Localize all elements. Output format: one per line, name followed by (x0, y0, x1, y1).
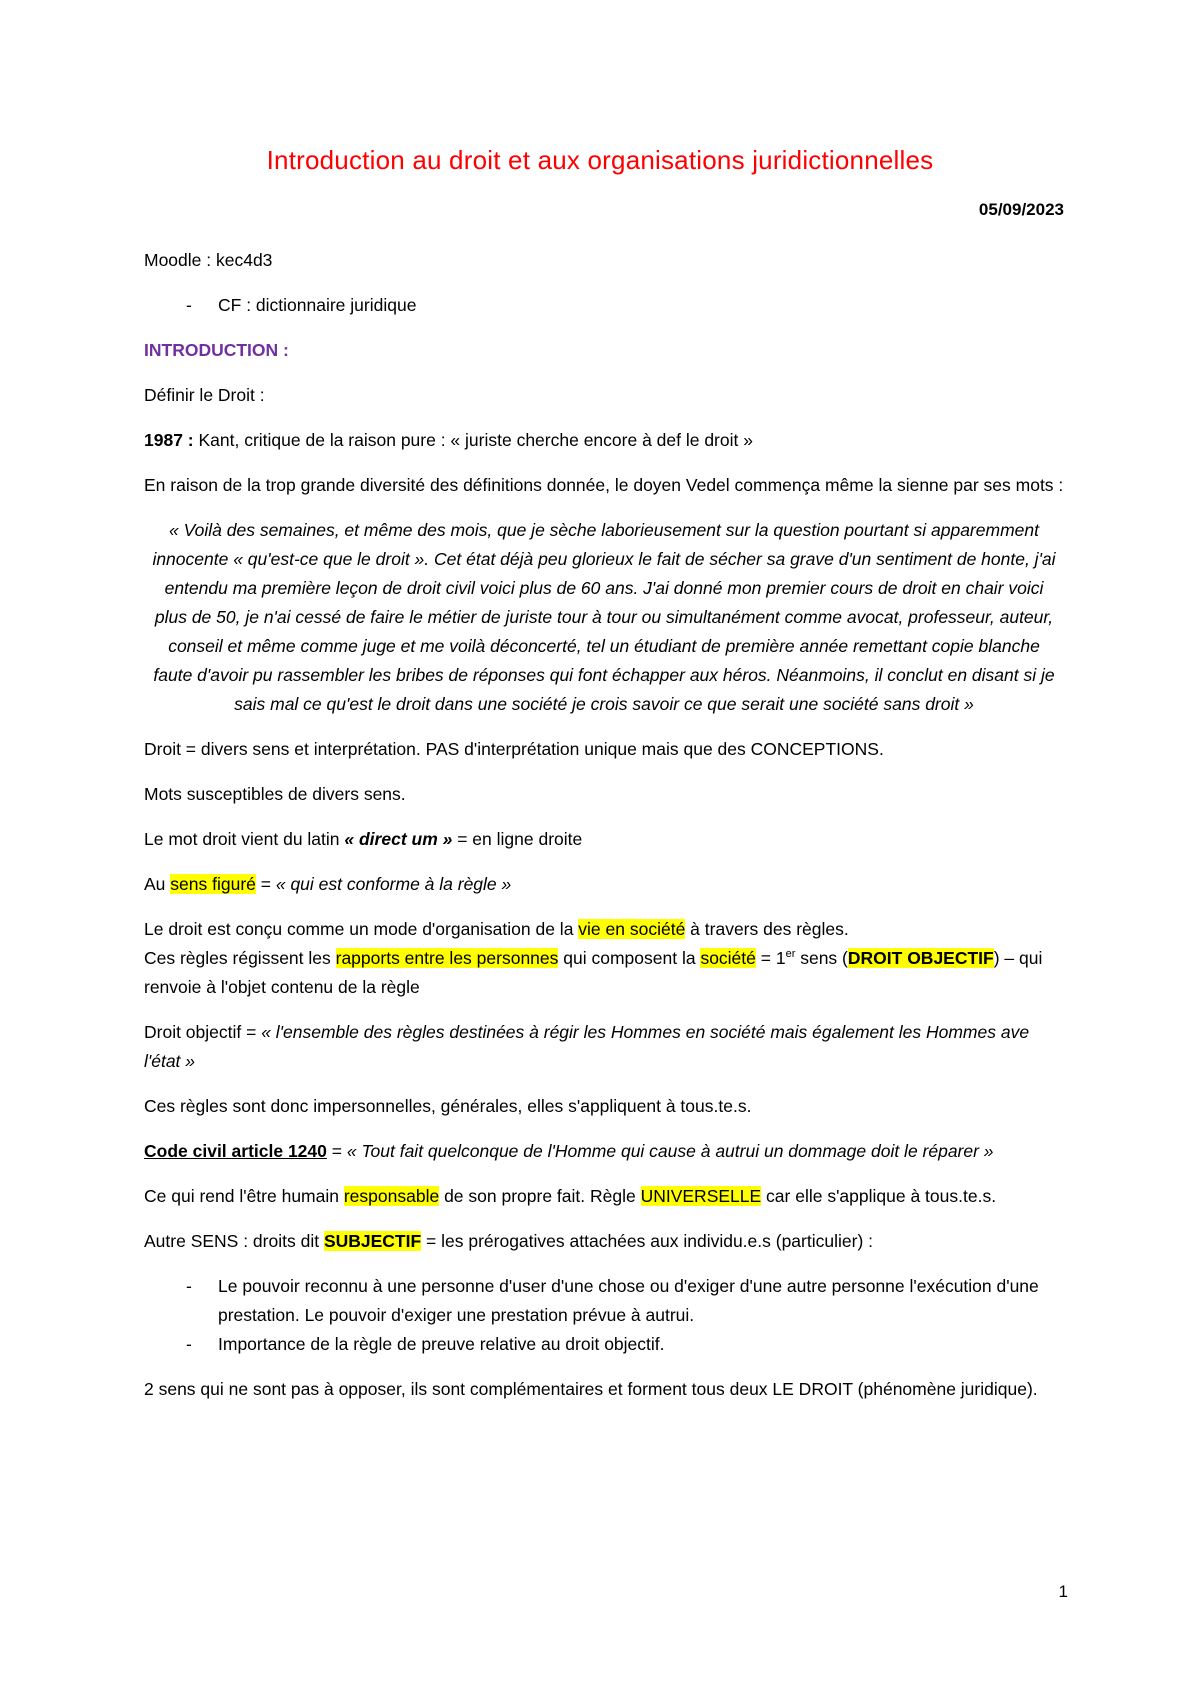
cf-item (144, 291, 1064, 320)
kant-line (144, 426, 1064, 455)
figure-text-b: = (255, 874, 276, 894)
bullet-pouvoir-text: Le pouvoir reconnu à une personne d'user d'une chose ou d'exiger d'une autre personne l'exécution d'une prestation. Le pouvoir d'exiger une prestation prévue à autrui. (218, 1276, 1039, 1325)
regles-text-e: ) – qui renvoie à l'objet contenu de la règle (144, 948, 1043, 997)
definir-line: Définir le Droit : (144, 385, 265, 405)
bullet-preuve (144, 1330, 1064, 1359)
latin-text-a: Le mot droit vient du latin (144, 829, 345, 849)
resp-text-c: car elle s'applique à tous.te.s. (761, 1186, 997, 1206)
objectif-text-a: Droit objectif = (144, 1022, 262, 1042)
moodle-line: Moodle : kec4d3 (144, 250, 273, 270)
autre-text-b: = les prérogatives attachées aux individu.e.s (particulier) : (421, 1231, 873, 1251)
resp-text-a: Ce qui rend l'être humain (144, 1186, 344, 1206)
objectif-definition (144, 1018, 1064, 1076)
regles-text-d: sens ( (795, 948, 848, 968)
resp-text-b: de son propre fait. Règle (439, 1186, 641, 1206)
regles-highlight-droit-objectif: DROIT OBJECTIF (847, 948, 994, 968)
impersonnelles-line: Ces règles sont donc impersonnelles, générales, elles s'appliquent à tous.te.s. (144, 1096, 752, 1116)
concu-text-a: Le droit est conçu comme un mode d'organisation de la (144, 919, 579, 939)
kant-text: Kant, critique de la raison pure : « juriste cherche encore à def le droit » (193, 430, 753, 450)
autre-highlight-subjectif: SUBJECTIF (323, 1231, 422, 1251)
vedel-quote: « Voilà des semaines, et même des mois, que je sèche laborieusement sur la question pourtant si apparemment innocente « qu'est-ce que le droit ». Cet état déjà peu glorieux le fait de sécher sa grave d'un sentiment de honte, j'ai entendu ma première leçon de droit civil voici plus de 60 ans. J'ai donné mon premier cours de droit en chair voici plus de 50, je n'ai cessé de faire le métier de juriste tour à tour ou simultanément comme avocat, professeur, auteur, conseil et même comme juge et me voilà déconcerté, tel un étudiant de première année remettant copie blanche faute d'avoir pu rassembler les bribes de réponses qui font échapper aux héros. Néanmoins, il conclut en disant si je sais mal ce qu'est le droit dans une société je crois savoir ce que serait une société sans droit » (152, 520, 1056, 714)
document-date: 05/09/2023 (978, 200, 1064, 219)
regles-text-a: Ces règles régissent les (144, 948, 336, 968)
latin-line (144, 825, 1064, 854)
autre-text-a: Autre SENS : droits dit (144, 1231, 324, 1251)
mots-line: Mots susceptibles de divers sens. (144, 784, 406, 804)
responsable-line (144, 1182, 1064, 1211)
code-text-b: = (326, 1141, 347, 1161)
figure-text-a: Au (144, 874, 171, 894)
vedel-paragraph: En raison de la trop grande diversité des définitions donnée, le doyen Vedel commença même la sienne par ses mots : (144, 475, 1064, 495)
concu-highlight: vie en société (578, 919, 686, 939)
document-title: Introduction au droit et aux organisations juridictionnelles (266, 145, 934, 175)
regles-paragraph (144, 944, 1064, 1002)
droit-sens-line: Droit = divers sens et interprétation. PAS d'interprétation unique mais que des CONCEPTIONS. (144, 739, 884, 759)
sens-figure-line (144, 870, 1064, 899)
code-civil-line (144, 1137, 1064, 1166)
regles-text-c: = 1 (755, 948, 786, 968)
regles-highlight-societe: société (700, 948, 756, 968)
figure-highlight: sens figuré (170, 874, 256, 894)
kant-year: 1987 : (144, 430, 194, 450)
cf-text: CF : dictionnaire juridique (218, 295, 417, 315)
resp-highlight-universelle: UNIVERSELLE (640, 1186, 762, 1206)
figure-quote: « qui est conforme à la règle » (275, 874, 512, 894)
intro-heading: INTRODUCTION : (144, 340, 289, 360)
objectif-quote: « l'ensemble des règles destinées à régir les Hommes en société mais également les Hommes ave l'état » (144, 1022, 1030, 1071)
regles-highlight-rapports: rapports entre les personnes (335, 948, 559, 968)
conclusion-line: 2 sens qui ne sont pas à opposer, ils sont complémentaires et forment tous deux LE DROIT (phénomène juridique). (144, 1379, 1038, 1399)
regles-text-b: qui composent la (558, 948, 701, 968)
page-number: 1 (1058, 1582, 1068, 1601)
document-body (144, 246, 1064, 1420)
regles-superscript: er (785, 948, 796, 961)
code-quote: « Tout fait quelconque de l'Homme qui cause à autrui un dommage doit le réparer » (346, 1141, 994, 1161)
autre-sens-line (144, 1227, 1064, 1256)
bullet-pouvoir (144, 1272, 1064, 1330)
code-civil-ref: Code civil article 1240 (144, 1141, 327, 1161)
resp-highlight-responsable: responsable (343, 1186, 440, 1206)
droit-concu-line (144, 915, 1064, 944)
concu-text-b: à travers des règles. (685, 919, 849, 939)
bullet-preuve-text: Importance de la règle de preuve relative au droit objectif. (218, 1334, 665, 1354)
latin-term: « direct um » (344, 829, 453, 849)
latin-text-c: = en ligne droite (452, 829, 583, 849)
